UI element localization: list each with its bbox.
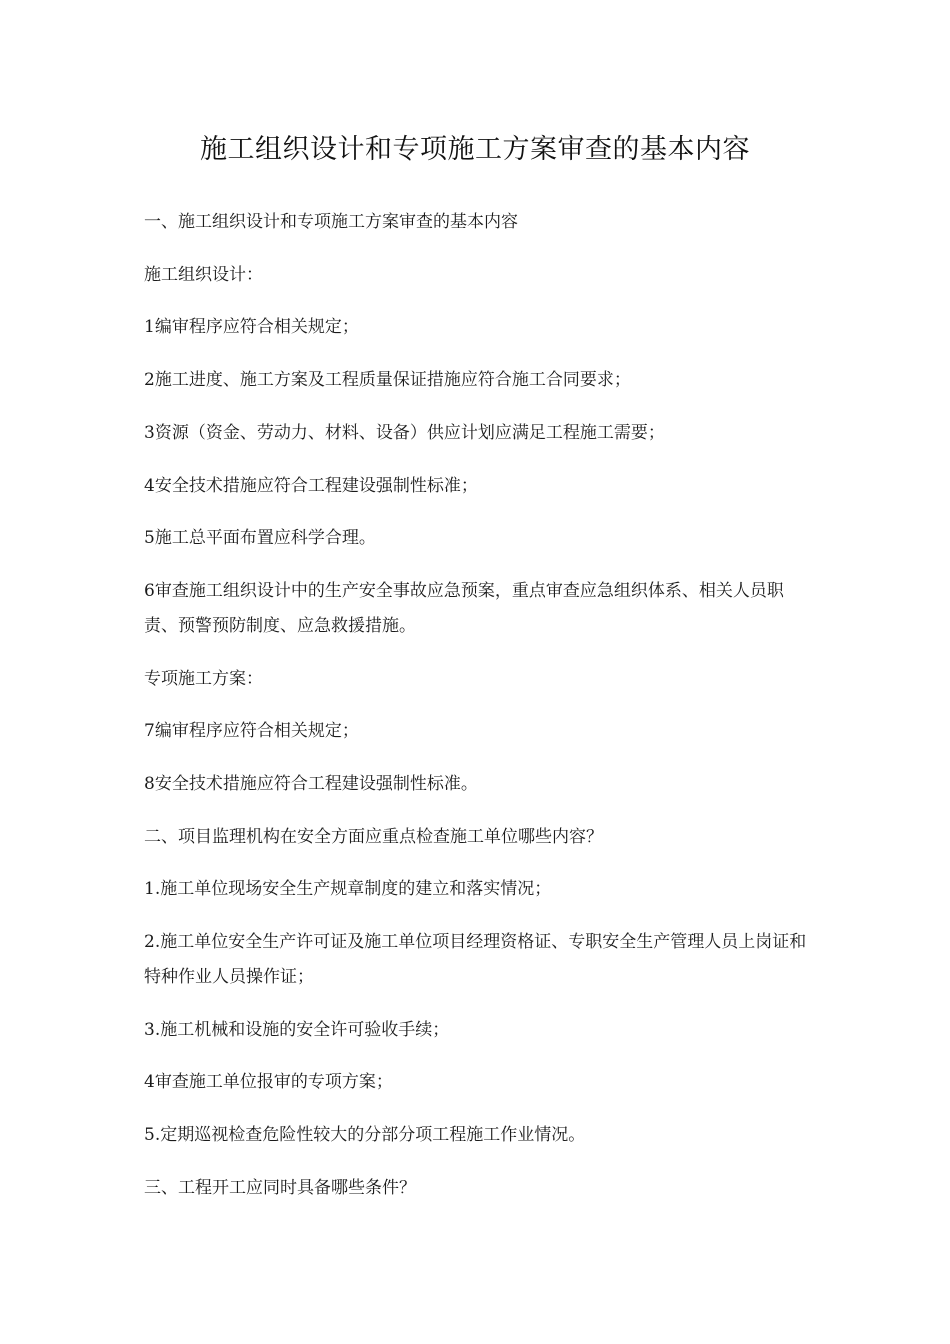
section-heading-1: 一、施工组织设计和专项施工方案审查的基本内容 bbox=[144, 212, 518, 232]
list-item: 5.定期巡视检查危险性较大的分部分项工程施工作业情况。 bbox=[144, 1125, 586, 1145]
list-item: 2施工进度、施工方案及工程质量保证措施应符合施工合同要求； bbox=[144, 370, 631, 390]
list-item: 4审查施工单位报审的专项方案； bbox=[144, 1072, 393, 1092]
list-item: 3.施工机械和设施的安全许可验收手续； bbox=[144, 1020, 450, 1040]
list-item: 2.施工单位安全生产许可证及施工单位项目经理资格证、专职安全生产管理人员上岗证和特种作业人员操作证； bbox=[144, 932, 807, 987]
list-item: 5施工总平面布置应科学合理。 bbox=[144, 528, 376, 548]
section-heading-3: 三、工程开工应同时具备哪些条件？ bbox=[144, 1178, 416, 1198]
list-item: 8安全技术措施应符合工程建设强制性标准。 bbox=[144, 774, 478, 794]
list-item: 7编审程序应符合相关规定； bbox=[144, 721, 359, 741]
subheading-special-plan: 专项施工方案： bbox=[144, 669, 263, 689]
list-item: 1编审程序应符合相关规定； bbox=[144, 317, 359, 337]
subheading-construction-design: 施工组织设计： bbox=[144, 265, 263, 285]
document-title: 施工组织设计和专项施工方案审查的基本内容 bbox=[200, 134, 750, 165]
list-item: 4安全技术措施应符合工程建设强制性标准； bbox=[144, 476, 478, 496]
section-heading-2: 二、项目监理机构在安全方面应重点检查施工单位哪些内容？ bbox=[144, 827, 603, 847]
list-item: 1.施工单位现场安全生产规章制度的建立和落实情况； bbox=[144, 879, 552, 899]
list-item: 3资源（资金、劳动力、材料、设备）供应计划应满足工程施工需要； bbox=[144, 423, 665, 443]
list-item: 6审查施工组织设计中的生产安全事故应急预案，重点审查应急组织体系、相关人员职责、预警预防制度、应急救援措施。 bbox=[144, 581, 784, 636]
